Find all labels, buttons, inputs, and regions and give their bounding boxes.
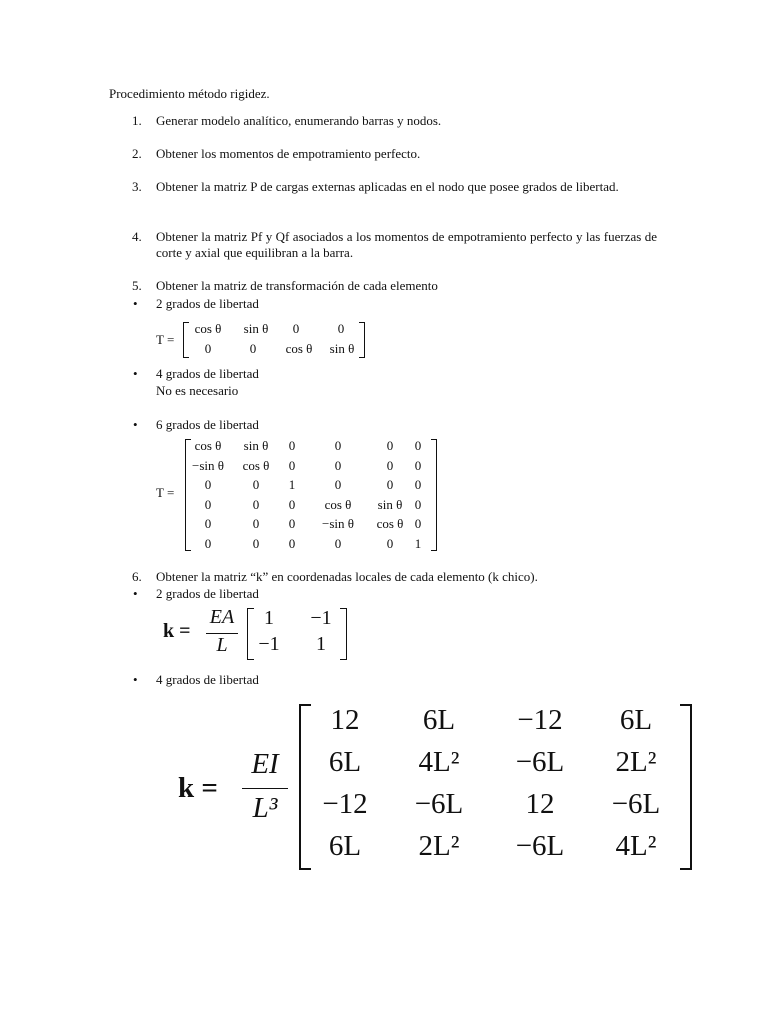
matrix-right-bracket xyxy=(340,608,347,660)
matrix-cell: 0 xyxy=(252,535,260,551)
step-text: Generar modelo analítico, enumerando barras y nodos. xyxy=(156,113,442,128)
matrix-cell: −12 xyxy=(322,788,368,820)
matrix-cell: 0 xyxy=(204,477,212,492)
matrix-cell: 0 xyxy=(204,535,212,551)
matrix-lhs: T = xyxy=(156,485,175,500)
matrix-lhs: k = xyxy=(178,772,218,804)
fraction-denominator: L³ xyxy=(252,792,278,824)
matrix-cell: 0 xyxy=(414,477,422,492)
matrix-cell: 6L xyxy=(328,830,362,862)
matrix-cell: 0 xyxy=(252,496,260,512)
matrix-cell: 1 xyxy=(264,607,274,629)
matrix-left-bracket xyxy=(185,439,191,551)
matrix-T-2dof xyxy=(156,320,376,360)
matrix-right-bracket xyxy=(359,322,365,358)
matrix-cell: 0 xyxy=(386,535,394,551)
bullet-text: 4 grados de libertad xyxy=(156,672,259,687)
fraction-denominator: L xyxy=(216,634,228,656)
matrix-cell: 0 xyxy=(288,457,296,473)
page-title: Procedimiento método rigidez. xyxy=(109,86,270,101)
matrix-cell: cos θ xyxy=(242,457,270,473)
matrix-cell: 0 xyxy=(249,341,257,356)
step-number: 4. xyxy=(132,229,142,244)
matrix-cell: 0 xyxy=(414,457,422,473)
fraction-bar xyxy=(242,788,288,789)
step-number: 6. xyxy=(132,569,142,584)
matrix-cell: 0 xyxy=(334,438,342,453)
matrix-cell: 2L² xyxy=(615,746,657,778)
step-number: 2. xyxy=(132,146,142,161)
matrix-cell: −1 xyxy=(258,633,280,655)
bullet-note: No es necesario xyxy=(156,383,239,398)
matrix-k-2dof xyxy=(163,606,363,662)
bullet-text: 2 grados de libertad xyxy=(156,586,259,601)
step-text: Obtener la matriz Pf y Qf asociados a los momentos de empotramiento perfecto y las fuerzas de corte y axial que equilibran a la barra. xyxy=(156,229,657,260)
step-number: 5. xyxy=(132,278,142,293)
matrix-cell: 12 xyxy=(330,704,360,736)
matrix-cell: 0 xyxy=(252,477,260,492)
matrix-cell: sin θ xyxy=(377,496,403,512)
matrix-cell: 0 xyxy=(288,535,296,551)
matrix-cell: 12 xyxy=(525,788,555,820)
matrix-cell: 1 xyxy=(414,535,422,551)
bullet-icon: • xyxy=(133,296,138,311)
matrix-cell: 6L xyxy=(328,746,362,778)
matrix-cell: 0 xyxy=(288,438,296,453)
bullet-icon: • xyxy=(133,586,138,601)
matrix-lhs: T = xyxy=(156,332,175,347)
fraction-numerator: EA xyxy=(209,606,235,628)
matrix-lhs: k = xyxy=(163,620,191,642)
matrix-cell: sin θ xyxy=(329,341,355,356)
matrix-cell: −6L xyxy=(515,746,565,778)
fraction-numerator: EI xyxy=(251,748,279,780)
matrix-T-6dof xyxy=(156,437,446,553)
matrix-cell: −1 xyxy=(310,607,332,629)
matrix-cell: 0 xyxy=(204,341,212,356)
bullet-icon: • xyxy=(133,417,138,432)
matrix-cell: 0 xyxy=(386,438,394,453)
matrix-cell: −sin θ xyxy=(322,516,354,531)
matrix-k-4dof xyxy=(178,700,698,872)
matrix-cell: 0 xyxy=(204,516,212,531)
matrix-cell: 0 xyxy=(414,496,422,512)
matrix-cell: cos θ xyxy=(376,516,404,531)
matrix-cell: 0 xyxy=(252,516,260,531)
matrix-cell: −6L xyxy=(515,830,565,862)
matrix-cell: −6L xyxy=(414,788,464,820)
matrix-cell: 0 xyxy=(292,321,300,336)
matrix-cell: sin θ xyxy=(243,438,269,453)
matrix-cell: −12 xyxy=(517,704,563,736)
matrix-cell: 0 xyxy=(337,321,345,336)
matrix-cell: 6L xyxy=(619,704,653,736)
matrix-cell: 0 xyxy=(288,516,296,531)
matrix-right-bracket xyxy=(431,439,437,551)
step-number: 3. xyxy=(132,179,142,194)
matrix-right-bracket xyxy=(680,704,692,870)
matrix-cell: cos θ xyxy=(324,496,352,512)
step-text: Obtener la matriz P de cargas externas aplicadas en el nodo que posee grados de libertad. xyxy=(156,179,619,194)
step-text: Obtener la matriz de transformación de cada elemento xyxy=(156,278,438,293)
matrix-cell: cos θ xyxy=(285,341,313,356)
matrix-cell: cos θ xyxy=(194,321,222,336)
matrix-cell: 4L² xyxy=(615,830,657,862)
matrix-cell: 4L² xyxy=(418,746,460,778)
matrix-cell: 0 xyxy=(334,535,342,551)
matrix-cell: 0 xyxy=(386,477,394,492)
bullet-icon: • xyxy=(133,672,138,687)
matrix-cell: 1 xyxy=(288,477,296,492)
matrix-cell: 0 xyxy=(204,496,212,512)
matrix-cell: 0 xyxy=(386,457,394,473)
matrix-cell: −6L xyxy=(611,788,661,820)
matrix-cell: 0 xyxy=(334,477,342,492)
matrix-cell: 0 xyxy=(334,457,342,473)
matrix-cell: 0 xyxy=(288,496,296,512)
step-number: 1. xyxy=(132,113,142,128)
bullet-icon: • xyxy=(133,366,138,381)
bullet-text: 4 grados de libertad xyxy=(156,366,259,381)
matrix-cell: 0 xyxy=(414,438,422,453)
bullet-text: 2 grados de libertad xyxy=(156,296,259,311)
bullet-text: 6 grados de libertad xyxy=(156,417,259,432)
matrix-cell: 1 xyxy=(316,633,326,655)
step-text: Obtener los momentos de empotramiento perfecto. xyxy=(156,146,421,161)
matrix-cell: cos θ xyxy=(194,438,222,453)
matrix-cell: 6L xyxy=(422,704,456,736)
matrix-cell: 2L² xyxy=(418,830,460,862)
matrix-cell: 0 xyxy=(414,516,422,531)
step-text: Obtener la matriz “k” en coordenadas locales de cada elemento (k chico). xyxy=(156,569,538,584)
matrix-cell: sin θ xyxy=(243,321,269,336)
matrix-cell: −sin θ xyxy=(192,457,224,473)
